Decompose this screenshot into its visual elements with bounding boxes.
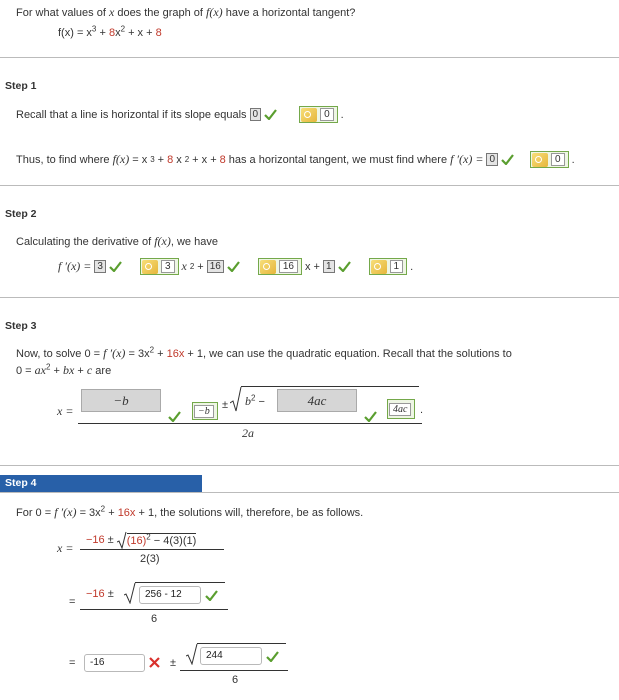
answer-box[interactable]: 3 bbox=[94, 260, 106, 273]
step1-thus-line: Thus, to find where f(x) = x 3 + 8 x 2 + x + 8 has a horizontal tangent, we must find where f ′(x) = 0 0 . bbox=[16, 152, 575, 166]
neg-b-answer-box[interactable]: −b bbox=[81, 389, 161, 412]
radicand-input[interactable]: 256 - 12 bbox=[139, 586, 201, 604]
sqrt-icon bbox=[117, 531, 127, 549]
key-icon bbox=[371, 260, 387, 274]
check-icon bbox=[109, 261, 122, 272]
x-equals: x = bbox=[57, 541, 74, 555]
answer-box[interactable]: 0 bbox=[250, 108, 262, 121]
fraction-bar bbox=[80, 549, 224, 550]
row1-denominator: 2(3) bbox=[140, 553, 160, 565]
check-icon bbox=[364, 411, 377, 422]
row2-denominator: 6 bbox=[151, 613, 158, 625]
fraction-bar bbox=[80, 609, 228, 610]
correct-answer-badge: 3 bbox=[140, 258, 179, 275]
correct-answer-badge: 0 bbox=[299, 106, 338, 123]
check-icon bbox=[264, 109, 277, 120]
check-icon bbox=[168, 411, 181, 422]
answer-box[interactable]: 16 bbox=[207, 260, 224, 273]
row2-neg16: −16 ± bbox=[86, 588, 114, 600]
correct-answer-badge: −b bbox=[192, 402, 218, 420]
divider bbox=[0, 297, 619, 298]
fraction-bar bbox=[78, 423, 422, 424]
key-icon bbox=[301, 108, 317, 122]
answer-box[interactable]: 1 bbox=[323, 260, 335, 273]
x-equals: x = bbox=[57, 404, 74, 418]
check-icon bbox=[338, 261, 351, 272]
check-icon bbox=[227, 261, 240, 272]
correct-answer-badge: 0 bbox=[530, 151, 569, 168]
step3-line1: Now, to solve 0 = f $'(x) = 3x^2 + 16x + 1$, we can use the quadratic equation. Recall that the solutions to bbox=[16, 345, 512, 360]
cross-icon bbox=[149, 657, 160, 668]
divider bbox=[0, 492, 619, 493]
row1-numerator: −16 ± $(16)^2 - 4(3)(1)$ bbox=[86, 532, 197, 547]
divider bbox=[0, 185, 619, 186]
step3-line2: $0 = ax^2$ + bx + c are bbox=[16, 362, 112, 377]
correct-answer-badge: 1 bbox=[369, 258, 408, 275]
question-text: For what values of x does the graph of f(x) have a horizontal tangent? bbox=[16, 5, 356, 19]
key-icon bbox=[260, 260, 276, 274]
denominator: 2a bbox=[242, 426, 254, 440]
plus-minus: ± bbox=[222, 399, 229, 411]
step1-title: Step 1 bbox=[5, 80, 37, 92]
four-ac-answer-box[interactable]: 4ac bbox=[277, 389, 357, 412]
step2-derivative-line: f ′(x) = 3 3 x 2 + 16 16 x + 1 1 . bbox=[58, 259, 414, 273]
divider bbox=[0, 57, 619, 58]
radical-bar bbox=[197, 643, 286, 644]
question-equation: $f(x) = x^3 + 8x^2 + x + 8$ bbox=[58, 24, 162, 39]
first-term-input[interactable]: -16 bbox=[84, 654, 145, 672]
b-squared: $b^2$ − bbox=[245, 393, 265, 408]
fraction-bar bbox=[180, 670, 288, 671]
sqrt-icon bbox=[230, 386, 242, 412]
radical-bar bbox=[241, 386, 419, 387]
sqrt-icon bbox=[124, 582, 136, 604]
step1-recall-line: Recall that a line is horizontal if its slope equals 0 0 . bbox=[16, 106, 344, 123]
step3-title: Step 3 bbox=[5, 320, 37, 332]
step2-title: Step 2 bbox=[5, 208, 37, 220]
key-icon bbox=[142, 260, 158, 274]
step4-line: For 0 = f $'(x) = 3x^2 + 16x + 1$, the solutions will, therefore, be as follows. bbox=[16, 504, 364, 519]
step4-header: Step 4 bbox=[0, 475, 202, 493]
step2-calc-line: Calculating the derivative of f(x), we have bbox=[16, 234, 218, 248]
radicand-input[interactable]: 244 bbox=[200, 647, 262, 665]
key-icon bbox=[532, 153, 548, 167]
answer-box[interactable]: 0 bbox=[486, 153, 498, 166]
row3-denominator: 6 bbox=[232, 674, 239, 686]
divider bbox=[0, 465, 619, 466]
radical-bar bbox=[135, 582, 225, 583]
sqrt-icon bbox=[186, 643, 198, 665]
correct-answer-badge: 4ac bbox=[387, 399, 415, 419]
check-icon bbox=[266, 651, 279, 662]
correct-answer-badge: 16 bbox=[258, 258, 302, 275]
check-icon bbox=[501, 154, 514, 165]
check-icon bbox=[205, 590, 218, 601]
